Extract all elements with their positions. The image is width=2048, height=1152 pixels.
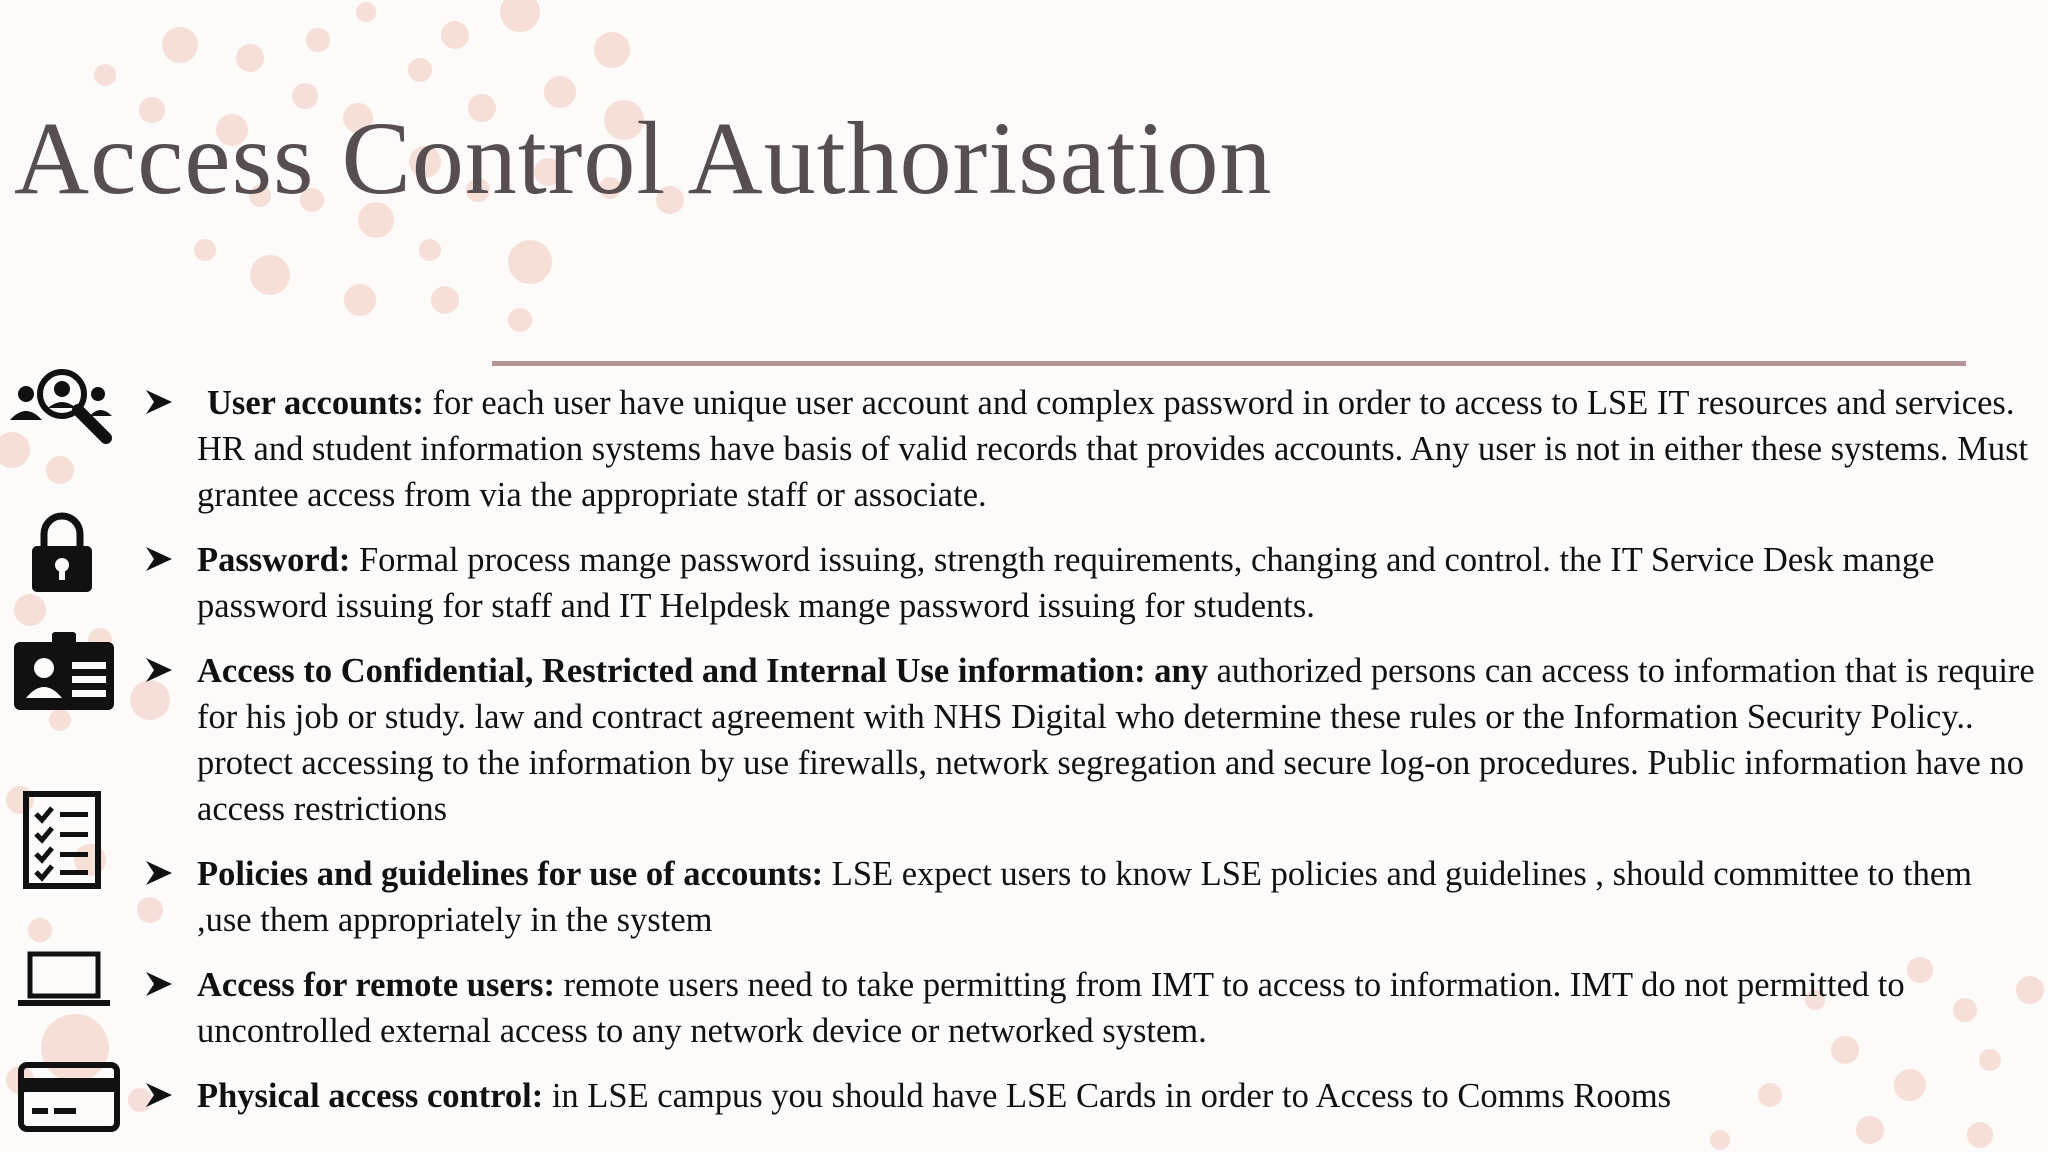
bullet-paragraph	[197, 648, 2035, 832]
bullet-body: in LSE campus you should have LSE Cards in order to Access to Comms Rooms	[543, 1077, 1672, 1115]
bullet-body: remote users need to take permitting from IMT to access to information. IMT do not permitted to uncontrolled external access to any network device or networked system.	[197, 966, 1905, 1050]
bullet-paragraph	[197, 380, 2035, 518]
title-divider	[492, 361, 1966, 366]
bullet-heading: Physical access control:	[197, 1077, 544, 1115]
bullet-body: LSE expect users to know LSE policies and guidelines , should committee to them ,use them appropriately in the system	[197, 855, 1972, 939]
bullet-heading: Policies and guidelines for use of accounts:	[197, 855, 824, 893]
bullet-paragraph	[197, 851, 2035, 943]
bullet-body: for each user have unique user account and complex password in order to access to LSE IT resources and services. HR and student information systems have basis of valid records that provides accounts. Any user is not in either these systems. Must grantee access from via the appropriate staff or associate.	[197, 384, 2029, 514]
slide-title: Access Control Authorisation	[14, 101, 1273, 216]
bullet-paragraph	[197, 962, 2035, 1054]
bullet-heading: User accounts:	[207, 384, 424, 422]
bullet-heading: Password:	[197, 541, 351, 579]
bullet-body: authorized persons can access to information that is require for his job or study. law and contract agreement with NHS Digital who determine these rules or the Information Security Policy.. protect accessing to the information by use firewalls, network segregation and secure log-on procedures. Public information have no access restrictions	[197, 652, 2035, 828]
id-badge-icon	[14, 632, 114, 710]
bullet-arrow-icon	[140, 539, 180, 579]
bullet-arrow-icon	[140, 382, 180, 422]
bullet-paragraph	[197, 537, 2035, 629]
bullet-arrow-icon	[140, 1075, 180, 1115]
bullet-body: Formal process mange password issuing, strength requirements, changing and control. the IT Service Desk mange password issuing for staff and IT Helpdesk mange password issuing for students.	[197, 541, 1935, 625]
bullet-arrow-icon	[140, 853, 180, 893]
padlock-icon	[26, 510, 98, 594]
bullet-arrow-icon	[140, 650, 180, 690]
bullet-heading: Access to Confidential, Restricted and Internal Use information: any	[197, 652, 1208, 690]
bullet-heading: Access for remote users:	[197, 966, 555, 1004]
credit-card-icon	[18, 1062, 120, 1132]
bullet-paragraph	[197, 1073, 2035, 1119]
laptop-icon	[18, 950, 110, 1008]
checklist-icon	[22, 790, 102, 890]
bullet-arrow-icon	[140, 964, 180, 1004]
user-search-icon	[8, 364, 116, 444]
